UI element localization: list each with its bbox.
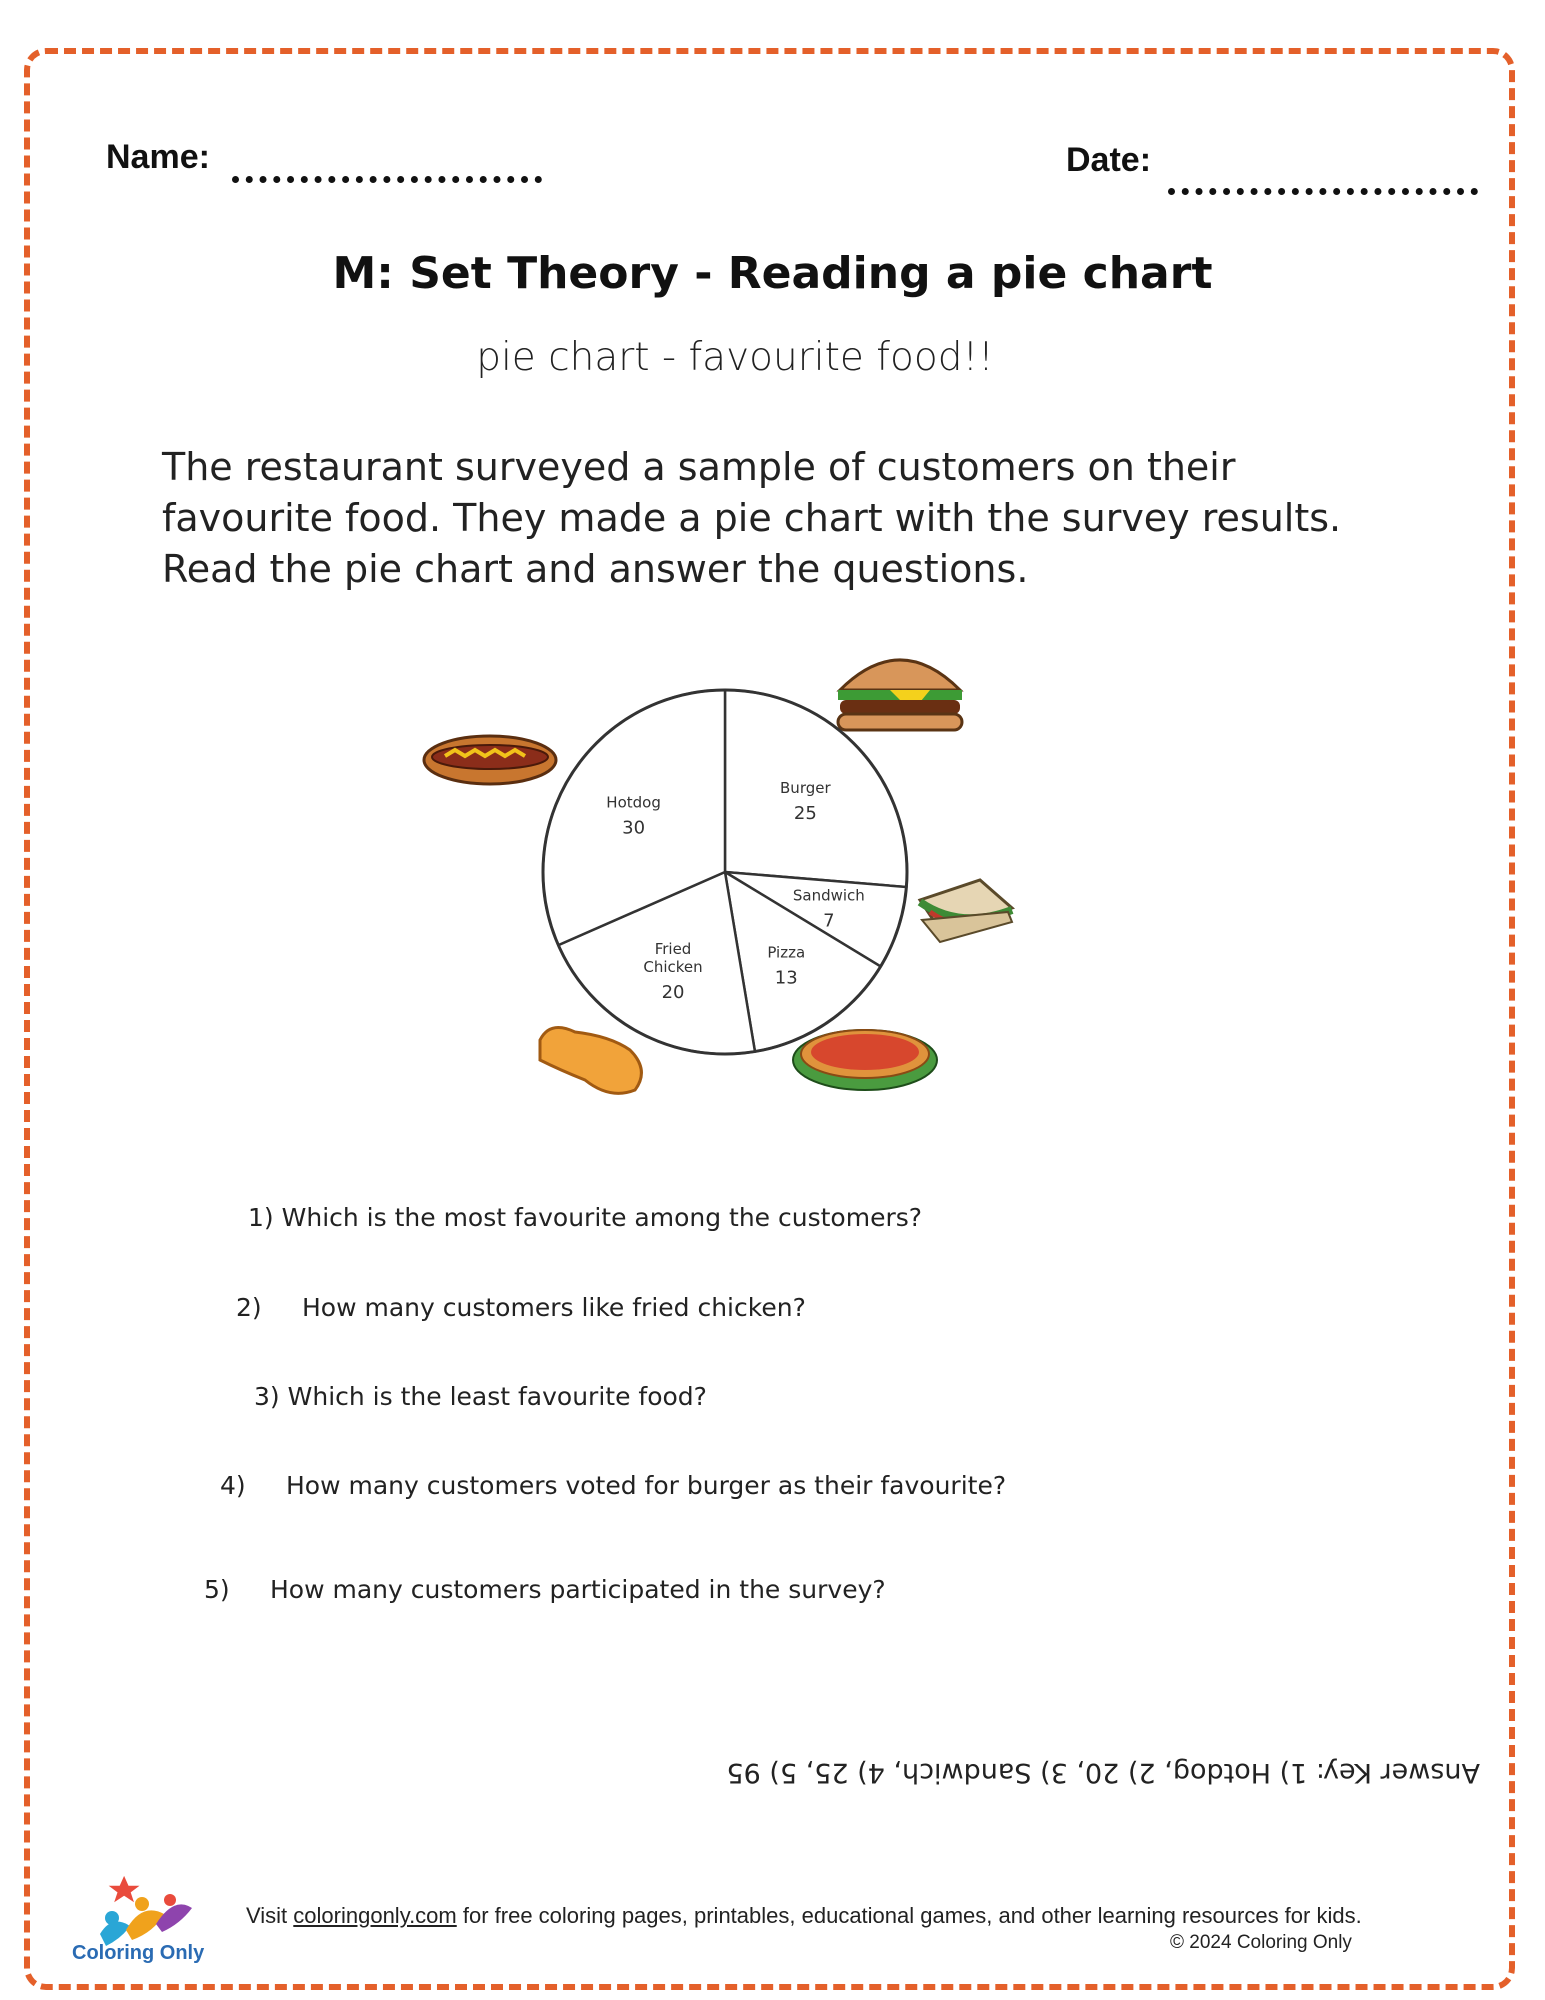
pie-slices — [543, 690, 907, 1054]
question-text: How many customers voted for burger as their favourite? — [286, 1471, 1007, 1500]
intro-line: The restaurant surveyed a sample of customers on their — [162, 445, 1236, 489]
fried-chicken-icon — [540, 1028, 641, 1094]
name-field[interactable] — [232, 176, 542, 183]
question-3 — [254, 1382, 707, 1411]
answer-key-upside-down: Answer Key: 1) Hotdog, 2) 20, 3) Sandwich, 4) 25, 5) 95 — [726, 1757, 1480, 1788]
intro-paragraph — [162, 442, 1402, 595]
question-text: How many customers participated in the survey? — [270, 1575, 886, 1604]
logo-text: Coloring Only — [72, 1942, 205, 1964]
footer-visit: Visit — [246, 1903, 288, 1928]
pie-label: Burger — [780, 779, 831, 798]
date-field[interactable] — [1168, 188, 1478, 195]
pie-value-label: 13 — [774, 967, 798, 989]
pie-label: Sandwich — [792, 886, 865, 905]
question-1 — [248, 1203, 922, 1232]
hotdog-icon — [424, 736, 556, 784]
pie-label: Pizza — [767, 943, 806, 962]
footer-text — [246, 1900, 1406, 1931]
pie-chart-area — [400, 640, 1040, 1110]
worksheet-title: M: Set Theory - Reading a pie chart — [332, 248, 1213, 299]
pie-label: Chicken — [643, 958, 703, 977]
copyright: © 2024 Coloring Only — [1170, 1932, 1352, 1953]
pie-value-label: 25 — [793, 803, 817, 825]
intro-line: favourite food. They made a pie chart with the survey results. — [162, 496, 1342, 540]
question-text: How many customers like fried chicken? — [302, 1293, 806, 1322]
question-number: 3) — [254, 1382, 280, 1411]
pie-label: Hotdog — [606, 793, 661, 812]
pie-value-label: 20 — [661, 982, 685, 1004]
footer-link[interactable]: coloringonly.com — [293, 1903, 457, 1928]
question-number: 2) — [236, 1293, 262, 1322]
pie-chart — [400, 640, 1040, 1110]
pie-label: Fried — [654, 940, 692, 959]
footer-rest: for free coloring pages, printables, educational games, and other learning resources for kids. — [456, 1903, 1362, 1928]
burger-icon — [838, 660, 962, 730]
name-label: Name: — [106, 138, 210, 176]
pizza-icon — [793, 1030, 937, 1090]
question-text: Which is the least favourite food? — [287, 1382, 707, 1411]
question-number: 5) — [204, 1575, 230, 1604]
question-number: 4) — [220, 1471, 246, 1500]
question-text: Which is the most favourite among the customers? — [281, 1203, 923, 1232]
pie-value-label: 30 — [622, 817, 646, 839]
pie-value-label: 7 — [823, 910, 835, 932]
chart-subtitle: pie chart - favourite food!! — [476, 335, 994, 380]
intro-line: Read the pie chart and answer the questions. — [162, 547, 1029, 591]
question-number: 1) — [248, 1203, 274, 1232]
date-label: Date: — [1066, 141, 1152, 179]
sandwich-icon — [920, 880, 1012, 942]
